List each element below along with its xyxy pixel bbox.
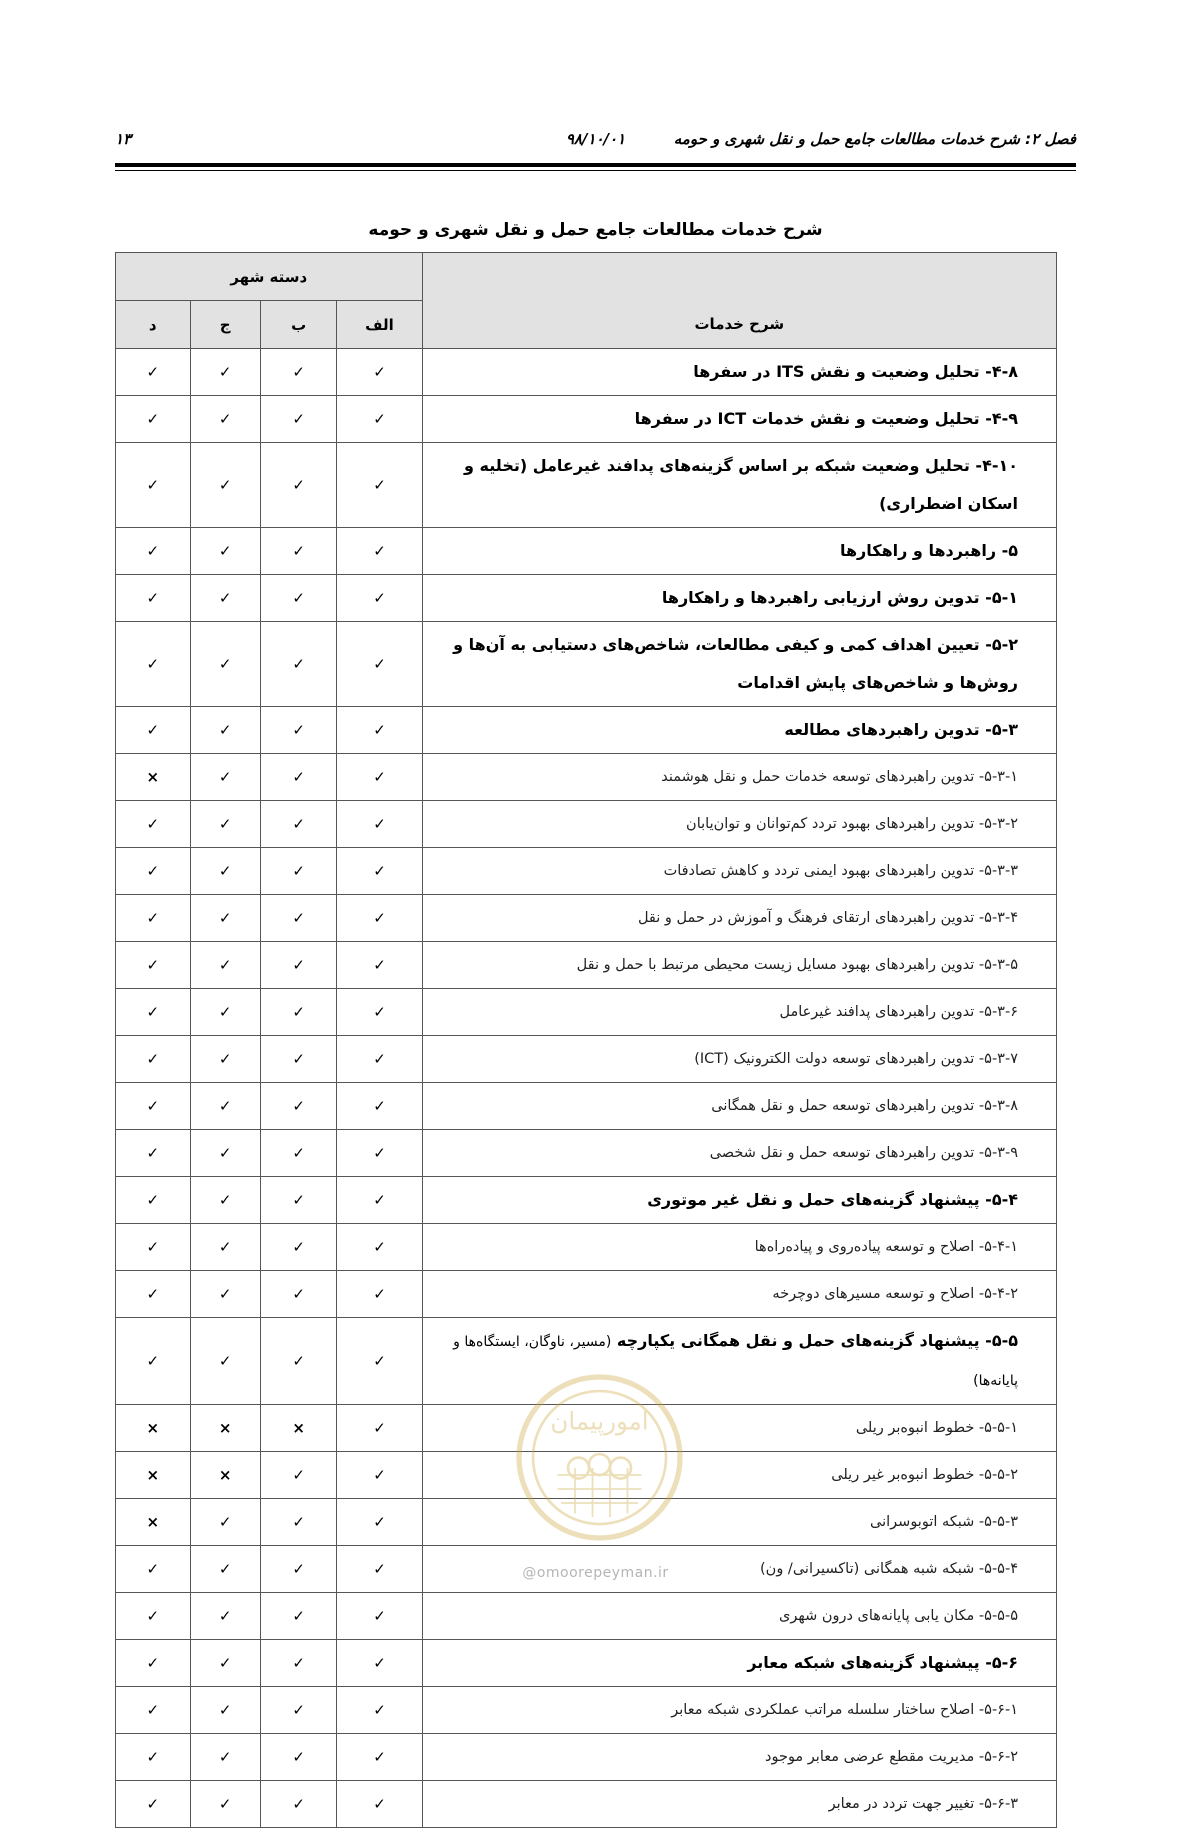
check-mark-icon: ✓	[116, 848, 191, 895]
table-row	[116, 1083, 1057, 1130]
service-description	[422, 707, 1056, 754]
check-mark-icon: ✓	[190, 1781, 260, 1828]
service-text: ۵-۳- تدوین راهبردهای مطالعه	[784, 720, 1018, 739]
check-mark-icon: ✓	[260, 801, 337, 848]
check-mark-icon: ✓	[337, 349, 422, 396]
check-mark-icon: ✓	[190, 1687, 260, 1734]
check-mark-icon: ✓	[190, 1640, 260, 1687]
check-mark-icon: ✓	[190, 1546, 260, 1593]
cross-mark-icon: ×	[116, 1405, 191, 1452]
check-mark-icon: ✓	[260, 1734, 337, 1781]
service-description	[422, 1177, 1056, 1224]
check-mark-icon: ✓	[260, 1130, 337, 1177]
check-mark-icon: ✓	[190, 1271, 260, 1318]
check-mark-icon: ✓	[190, 1177, 260, 1224]
service-description	[422, 895, 1056, 942]
check-mark-icon: ✓	[260, 1452, 337, 1499]
check-mark-icon: ✓	[337, 754, 422, 801]
check-mark-icon: ✓	[337, 528, 422, 575]
check-mark-icon: ✓	[337, 989, 422, 1036]
table-row	[116, 396, 1057, 443]
check-mark-icon: ✓	[260, 1687, 337, 1734]
check-mark-icon: ✓	[116, 528, 191, 575]
service-description	[422, 1593, 1056, 1640]
chapter-title: فصل ۲: شرح خدمات مطالعات جامع حمل و نقل شهری و حومه	[673, 130, 1076, 148]
check-mark-icon: ✓	[190, 1036, 260, 1083]
svg-text:امورپیمان: امورپیمان	[550, 1406, 649, 1436]
check-mark-icon: ✓	[190, 895, 260, 942]
check-mark-icon: ✓	[116, 1781, 191, 1828]
check-mark-icon: ✓	[260, 1271, 337, 1318]
check-mark-icon: ✓	[260, 754, 337, 801]
cross-mark-icon: ×	[116, 1452, 191, 1499]
check-mark-icon: ✓	[337, 1318, 422, 1405]
service-text: ۵-۶-۱- اصلاح ساختار سلسله مراتب عملکردی شبکه معابر	[671, 1702, 1018, 1718]
check-mark-icon: ✓	[260, 1546, 337, 1593]
check-mark-icon: ✓	[116, 1036, 191, 1083]
service-text: ۵-۶- پیشنهاد گزینه‌های شبکه معابر	[747, 1653, 1018, 1672]
check-mark-icon: ✓	[190, 622, 260, 707]
check-mark-icon: ✓	[337, 1177, 422, 1224]
check-mark-icon: ✓	[116, 1593, 191, 1640]
check-mark-icon: ✓	[260, 1083, 337, 1130]
check-mark-icon: ✓	[190, 707, 260, 754]
check-mark-icon: ✓	[190, 989, 260, 1036]
table-row	[116, 1687, 1057, 1734]
service-description	[422, 1734, 1056, 1781]
check-mark-icon: ✓	[190, 1130, 260, 1177]
check-mark-icon: ✓	[116, 895, 191, 942]
check-mark-icon: ✓	[190, 754, 260, 801]
check-mark-icon: ✓	[116, 989, 191, 1036]
service-text: ۵-۵-۵- مکان یابی پایانه‌های درون شهری	[779, 1608, 1018, 1624]
column-header: الف	[337, 301, 422, 349]
check-mark-icon: ✓	[190, 443, 260, 528]
check-mark-icon: ✓	[260, 1499, 337, 1546]
check-mark-icon: ✓	[260, 1640, 337, 1687]
page-number: ۱۳	[115, 130, 132, 148]
service-description	[422, 1224, 1056, 1271]
service-description	[422, 575, 1056, 622]
service-description	[422, 1687, 1056, 1734]
check-mark-icon: ✓	[337, 1036, 422, 1083]
cross-mark-icon: ×	[190, 1452, 260, 1499]
check-mark-icon: ✓	[337, 1405, 422, 1452]
check-mark-icon: ✓	[190, 801, 260, 848]
check-mark-icon: ✓	[260, 622, 337, 707]
table-row	[116, 707, 1057, 754]
table-row	[116, 1177, 1057, 1224]
check-mark-icon: ✓	[337, 1687, 422, 1734]
check-mark-icon: ✓	[116, 1083, 191, 1130]
service-note: (مسیر، ناوگان، ایستگاه‌ها و پایانه‌ها)	[453, 1334, 1018, 1389]
cross-mark-icon: ×	[116, 754, 191, 801]
service-text: ۵-۱- تدوین روش ارزیابی راهبردها و راهکارها	[661, 588, 1018, 607]
service-text: ۵-۵-۳- شبکه اتوبوسرانی	[870, 1514, 1018, 1530]
check-mark-icon: ✓	[337, 1734, 422, 1781]
table-row	[116, 1734, 1057, 1781]
table-row	[116, 942, 1057, 989]
check-mark-icon: ✓	[337, 895, 422, 942]
column-header: ج	[190, 301, 260, 349]
check-mark-icon: ✓	[260, 575, 337, 622]
check-mark-icon: ✓	[116, 707, 191, 754]
check-mark-icon: ✓	[260, 707, 337, 754]
check-mark-icon: ✓	[116, 575, 191, 622]
service-text: ۵-۳-۸- تدوین راهبردهای توسعه حمل و نقل همگانی	[711, 1098, 1018, 1114]
check-mark-icon: ✓	[190, 942, 260, 989]
table-row	[116, 895, 1057, 942]
cross-mark-icon: ×	[190, 1405, 260, 1452]
service-description	[422, 942, 1056, 989]
check-mark-icon: ✓	[190, 1593, 260, 1640]
check-mark-icon: ✓	[116, 396, 191, 443]
check-mark-icon: ✓	[190, 1734, 260, 1781]
check-mark-icon: ✓	[260, 396, 337, 443]
table-row	[116, 443, 1057, 528]
check-mark-icon: ✓	[337, 1499, 422, 1546]
table-row	[116, 349, 1057, 396]
header-date: ۹۸/۱۰/۰۱	[565, 130, 626, 148]
column-header: ب	[260, 301, 337, 349]
service-text: ۵-۶-۲- مدیریت مقطع عرضی معابر موجود	[765, 1749, 1018, 1765]
check-mark-icon: ✓	[260, 1781, 337, 1828]
service-text: ۵-۳-۶- تدوین راهبردهای پدافند غیرعامل	[779, 1004, 1018, 1020]
check-mark-icon: ✓	[116, 622, 191, 707]
table-row	[116, 848, 1057, 895]
check-mark-icon: ✓	[260, 848, 337, 895]
service-text: ۵- راهبردها و راهکارها	[839, 541, 1018, 560]
service-description	[422, 349, 1056, 396]
service-text: ۵-۳-۱- تدوین راهبردهای توسعه خدمات حمل و نقل هوشمند	[661, 769, 1018, 785]
service-description	[422, 1036, 1056, 1083]
check-mark-icon: ✓	[337, 443, 422, 528]
service-text: ۴-۸- تحلیل وضعیت و نقش ITS در سفرها	[693, 362, 1018, 381]
check-mark-icon: ✓	[260, 1177, 337, 1224]
service-text: ۵-۴-۱- اصلاح و توسعه پیاده‌روی و پیاده‌راه‌ها	[754, 1239, 1018, 1255]
check-mark-icon: ✓	[116, 349, 191, 396]
service-text: ۵-۳-۳- تدوین راهبردهای بهبود ایمنی تردد و کاهش تصادفات	[663, 863, 1018, 879]
check-mark-icon: ✓	[337, 575, 422, 622]
check-mark-icon: ✓	[116, 1318, 191, 1405]
cross-mark-icon: ×	[260, 1405, 337, 1452]
check-mark-icon: ✓	[260, 1224, 337, 1271]
table-row	[116, 989, 1057, 1036]
check-mark-icon: ✓	[190, 1083, 260, 1130]
city-category-header: دسته شهر	[116, 253, 423, 301]
check-mark-icon: ✓	[260, 349, 337, 396]
check-mark-icon: ✓	[116, 443, 191, 528]
check-mark-icon: ✓	[260, 1036, 337, 1083]
check-mark-icon: ✓	[190, 575, 260, 622]
table-row	[116, 575, 1057, 622]
service-description	[422, 1640, 1056, 1687]
check-mark-icon: ✓	[260, 443, 337, 528]
header-rule-thick	[115, 163, 1076, 167]
check-mark-icon: ✓	[116, 942, 191, 989]
check-mark-icon: ✓	[337, 801, 422, 848]
check-mark-icon: ✓	[337, 396, 422, 443]
table-row	[116, 1640, 1057, 1687]
service-text: ۵-۵-۲- خطوط انبوه‌بر غیر ریلی	[831, 1467, 1018, 1483]
website-watermark: @omoorepeyman.ir	[522, 1565, 669, 1581]
check-mark-icon: ✓	[337, 622, 422, 707]
service-description	[422, 1083, 1056, 1130]
check-mark-icon: ✓	[337, 1224, 422, 1271]
table-row	[116, 1593, 1057, 1640]
service-description	[422, 1130, 1056, 1177]
check-mark-icon: ✓	[337, 1130, 422, 1177]
service-text: ۵-۳-۲- تدوین راهبردهای بهبود تردد کم‌توانان و توان‌یابان	[686, 816, 1018, 832]
check-mark-icon: ✓	[337, 1546, 422, 1593]
table-row	[116, 1271, 1057, 1318]
service-description	[422, 1781, 1056, 1828]
service-text: ۴-۱۰- تحلیل وضعیت شبکه بر اساس گزینه‌های پدافند غیرعامل (تخلیه و اسکان اضطراری)	[464, 456, 1018, 513]
service-text: ۵-۴- پیشنهاد گزینه‌های حمل و نقل غیر موتوری	[647, 1190, 1018, 1209]
service-text: ۵-۳-۴- تدوین راهبردهای ارتقای فرهنگ و آموزش در حمل و نقل	[637, 910, 1018, 926]
service-description	[422, 848, 1056, 895]
service-description	[422, 754, 1056, 801]
table-row	[116, 1036, 1057, 1083]
check-mark-icon: ✓	[190, 349, 260, 396]
service-text: ۵-۶-۳- تغییر جهت تردد در معابر	[828, 1796, 1018, 1812]
desc-header: شرح خدمات	[694, 314, 785, 333]
check-mark-icon: ✓	[190, 848, 260, 895]
check-mark-icon: ✓	[337, 848, 422, 895]
check-mark-icon: ✓	[190, 1224, 260, 1271]
check-mark-icon: ✓	[190, 1499, 260, 1546]
check-mark-icon: ✓	[260, 989, 337, 1036]
table-row	[116, 1781, 1057, 1828]
check-mark-icon: ✓	[260, 1593, 337, 1640]
check-mark-icon: ✓	[116, 1734, 191, 1781]
seal-logo-icon	[512, 1370, 687, 1545]
table-title: شرح خدمات مطالعات جامع حمل و نقل شهری و حومه	[368, 220, 823, 240]
service-text: ۵-۵-۴- شبکه شبه همگانی (تاکسیرانی/ ون)	[760, 1561, 1018, 1577]
service-text: ۴-۹- تحلیل وضعیت و نقش خدمات ICT در سفرها	[634, 409, 1018, 428]
service-text: ۵-۲- تعیین اهداف کمی و کیفی مطالعات، شاخص‌های دستیابی به آن‌ها و روش‌ها و شاخص‌های پایش اقدامات	[453, 635, 1018, 692]
table-row	[116, 1130, 1057, 1177]
check-mark-icon: ✓	[260, 942, 337, 989]
check-mark-icon: ✓	[337, 707, 422, 754]
check-mark-icon: ✓	[260, 1318, 337, 1405]
cross-mark-icon: ×	[116, 1499, 191, 1546]
table-row	[116, 754, 1057, 801]
check-mark-icon: ✓	[260, 528, 337, 575]
table-row	[116, 622, 1057, 707]
service-text: ۵-۳-۹- تدوین راهبردهای توسعه حمل و نقل شخصی	[709, 1145, 1018, 1161]
check-mark-icon: ✓	[190, 396, 260, 443]
check-mark-icon: ✓	[116, 1177, 191, 1224]
check-mark-icon: ✓	[337, 1271, 422, 1318]
table-row	[116, 528, 1057, 575]
column-header: د	[116, 301, 191, 349]
table-row	[116, 801, 1057, 848]
service-text: ۵-۴-۲- اصلاح و توسعه مسیرهای دوچرخه	[772, 1286, 1018, 1302]
service-text: ۵-۵- پیشنهاد گزینه‌های حمل و نقل همگانی یکپارچه	[616, 1331, 1018, 1350]
service-text: ۵-۵-۱- خطوط انبوه‌بر ریلی	[855, 1420, 1018, 1436]
service-description	[422, 528, 1056, 575]
check-mark-icon: ✓	[116, 801, 191, 848]
check-mark-icon: ✓	[116, 1130, 191, 1177]
check-mark-icon: ✓	[260, 895, 337, 942]
header-rule-thin	[115, 170, 1076, 171]
service-description	[422, 989, 1056, 1036]
check-mark-icon: ✓	[337, 1083, 422, 1130]
check-mark-icon: ✓	[116, 1271, 191, 1318]
services-table	[115, 252, 1057, 1828]
check-mark-icon: ✓	[337, 1452, 422, 1499]
service-description	[422, 443, 1056, 528]
check-mark-icon: ✓	[116, 1546, 191, 1593]
description-header-cell	[422, 253, 1056, 349]
check-mark-icon: ✓	[337, 1781, 422, 1828]
service-description	[422, 622, 1056, 707]
service-description	[422, 801, 1056, 848]
check-mark-icon: ✓	[337, 1640, 422, 1687]
check-mark-icon: ✓	[190, 1318, 260, 1405]
check-mark-icon: ✓	[337, 942, 422, 989]
service-text: ۵-۳-۷- تدوین راهبردهای توسعه دولت الکترونیک (ICT)	[694, 1051, 1018, 1067]
service-description	[422, 396, 1056, 443]
check-mark-icon: ✓	[116, 1687, 191, 1734]
table-row	[116, 1224, 1057, 1271]
check-mark-icon: ✓	[190, 528, 260, 575]
check-mark-icon: ✓	[116, 1224, 191, 1271]
table-body	[116, 349, 1057, 1828]
service-text: ۵-۳-۵- تدوین راهبردهای بهبود مسایل زیست محیطی مرتبط با حمل و نقل	[576, 957, 1018, 973]
check-mark-icon: ✓	[116, 1640, 191, 1687]
check-mark-icon: ✓	[337, 1593, 422, 1640]
service-description	[422, 1271, 1056, 1318]
